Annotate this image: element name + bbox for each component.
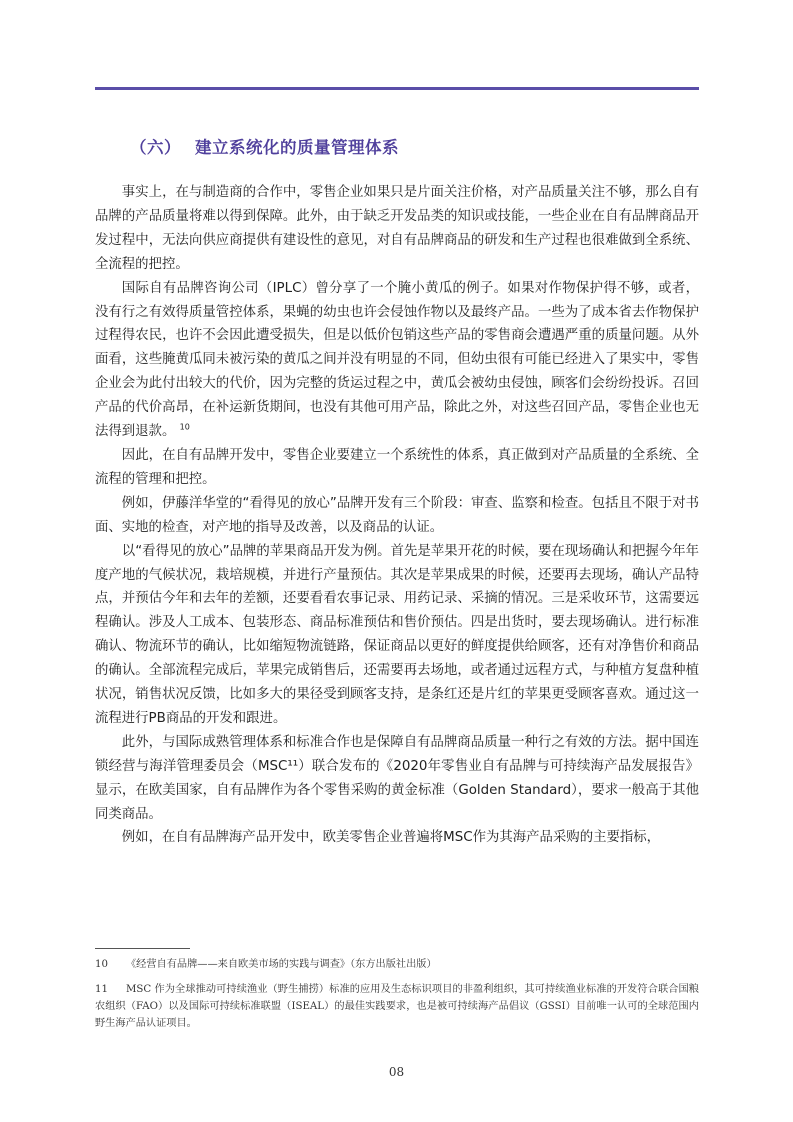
footnote-10 (95, 956, 699, 973)
paragraph-7: 例如，在自有品牌海产品开发中，欧美零售企业普遍将MSC作为其海产品采购的主要指标， (121, 830, 661, 846)
footnote-text: 《经营自有品牌——来自欧美市场的实践与调查》（东方出版社出版） (125, 959, 437, 970)
footnote-text: MSC 作为全球推动可持续渔业（野生捕捞）标准的应用及生态标识项目的非盈利组织，其可持续渔业标准的开发符合联合国粮农组织（FAO）以及国际可持续标准联盟（ISEAL）的最佳实践要求，也是被可持续海产品倡议（GSSI）目前唯一认可的全球范围内野生海产品认证项目。 (95, 984, 699, 1029)
paragraph-1: 事实上，在与制造商的合作中，零售企业如果只是片面关注价格，对产品质量关注不够，那么自有品牌的产品质量将难以得到保障。此外，由于缺乏开发品类的知识或技能，一些企业在自有品牌商品开发过程中，无法向供应商提供有建设性的意见，对自有品牌商品的研发和生产过程也很难做到全系统、全流程的把控。 (95, 185, 699, 272)
footnote-11 (95, 981, 699, 1032)
paragraph-4: 例如，伊藤洋华堂的“看得见的放心”品牌开发有三个阶段：审查、监察和检查。包括且不限于对书面、实地的检查，对产地的指导及改善，以及商品的认证。 (95, 495, 699, 535)
paragraph-2: 国际自有品牌咨询公司（IPLC）曾分享了一个腌小黄瓜的例子。如果对作物保护得不够，或者，没有行之有效得质量管控体系，果蝇的幼虫也许会侵蚀作物以及最终产品。一些为了成本省去作物保护过程得农民，也许不会因此遭受损失，但是以低价包销这些产品的零售商会遭遇严重的质量问题。从外面看，这些腌黄瓜同未被污染的黄瓜之间并没有明显的不同，但幼虫很有可能已经进入了果实中，零售企业会为此付出较大的代价，因为完整的货运过程之中，黄瓜会被幼虫侵蚀，顾客们会纷纷投诉。召回产品的代价高昂，在补运新货期间，也没有其他可用产品，除此之外，对这些召回产品，零售企业也无法得到退款。 $^{10}$ (95, 280, 699, 440)
section-heading (130, 134, 399, 158)
paragraph-3: 因此，在自有品牌开发中，零售企业要建立一个系统性的体系，真正做到对产品质量的全系统、全流程的管理和把控。 (95, 447, 699, 487)
section-title: 建立系统化的质量管理体系 (195, 138, 399, 157)
footnote-ref-10: 10 (179, 422, 190, 432)
footnote-number: 11 (95, 984, 108, 995)
paragraph-5: 以“看得见的放心”品牌的苹果商品开发为例。首先是苹果开花的时候，要在现场确认和把握今年年度产地的气候状况，栽培规模，并进行产量预估。其次是苹果成果的时候，还要再去现场，确认产品特点，并预估今年和去年的差额，还要看看农事记录、用药记录、采摘的情况。三是采收环节，这需要远程确认。涉及人工成本、包装形态、商品标准预估和售价预估。四是出货时，要去现场确认。进行标准确认、物流环节的确认，比如缩短物流链路，保证商品以更好的鲜度提供给顾客，还有对净售价和商品的确认。全部流程完成后，苹果完成销售后，还需要再去场地，或者通过远程方式，与种植方复盘种植状况，销售状况反馈，比如多大的果径受到顾客支持，是条红还是片红的苹果更受顾客喜欢。通过这一流程进行PB商品的开发和跟进。 (95, 543, 699, 726)
header-rule (95, 87, 699, 90)
page-number: 08 (388, 1065, 405, 1079)
section-number: （六） (130, 138, 181, 157)
footnote-number: 10 (95, 959, 108, 970)
body-text (95, 181, 699, 850)
footnote-divider (95, 948, 190, 949)
footnotes (95, 956, 699, 1040)
paragraph-6: 此外，与国际成熟管理体系和标准合作也是保障自有品牌商品质量一种行之有效的方法。据中国连锁经营与海洋管理委员会（MSC¹¹）联合发布的《2020年零售业自有品牌与可持续海产品发展报告》显示，在欧美国家，自有品牌作为各个零售采购的黄金标准（Golden Standard），要求一般高于其他同类商品。 (95, 734, 699, 822)
